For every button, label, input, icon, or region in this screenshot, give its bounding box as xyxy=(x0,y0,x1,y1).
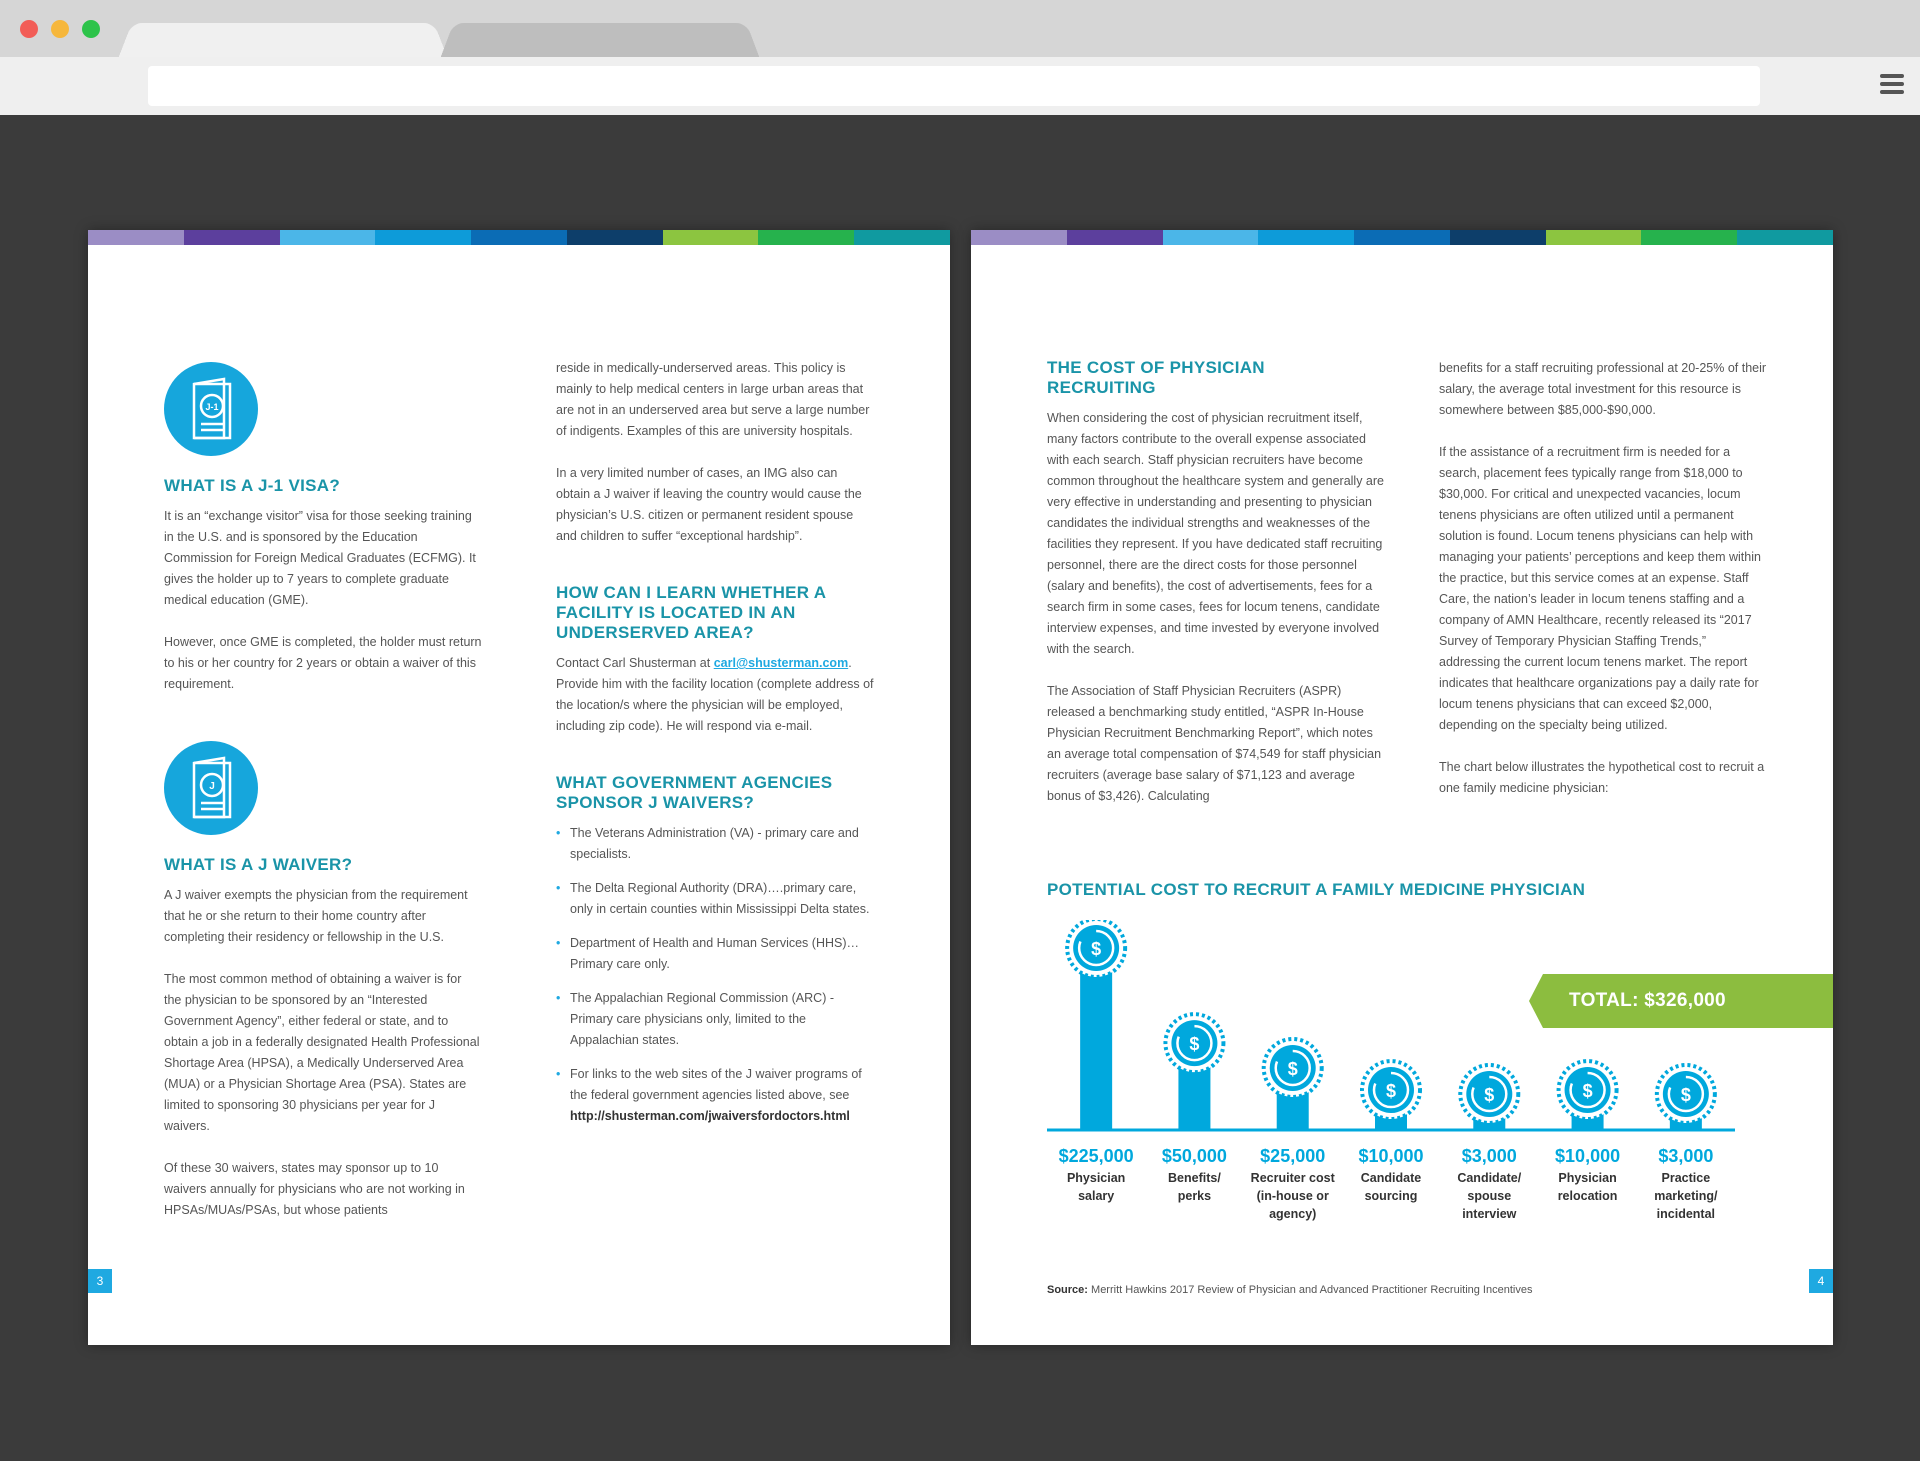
right-column-1 xyxy=(1047,358,1387,828)
j-waiver-heading: WHAT IS A J WAIVER? xyxy=(164,855,353,874)
stripe-segment xyxy=(758,230,854,245)
dollar-icon: $ xyxy=(1484,1085,1495,1105)
data-label: $10,000 xyxy=(1555,1146,1621,1166)
stripe-segment xyxy=(1641,230,1737,245)
category-label: spouse xyxy=(1467,1189,1512,1203)
data-label: $25,000 xyxy=(1260,1146,1326,1166)
category-label: Recruiter cost xyxy=(1250,1171,1335,1185)
browser-tab-active[interactable] xyxy=(118,23,448,59)
email-link[interactable]: carl@shusterman.com xyxy=(713,656,849,670)
list-item: • The Delta Regional Authority (DRA)….primary care, only in certain counties within Mississippi Delta states. xyxy=(556,878,874,920)
address-bar[interactable] xyxy=(148,66,1760,106)
stripe-segment xyxy=(88,230,184,245)
category-label: Practice xyxy=(1661,1171,1711,1185)
dollar-icon: $ xyxy=(1091,939,1102,959)
cost-heading: THE COST OF PHYSICIAN RECRUITING xyxy=(1047,358,1265,397)
contact-text: Contact Carl Shusterman at xyxy=(556,656,714,670)
left-column-2 xyxy=(556,358,874,1140)
dollar-icon: $ xyxy=(1680,1085,1691,1105)
stripe-segment xyxy=(471,230,567,245)
brochure-page-left xyxy=(88,230,950,1345)
j-waiver-icon xyxy=(164,741,258,835)
category-label: (in-house or xyxy=(1256,1189,1329,1203)
stripe-segment xyxy=(184,230,280,245)
stripe-segment xyxy=(1546,230,1642,245)
stripe-segment xyxy=(854,230,950,245)
category-label: relocation xyxy=(1557,1189,1618,1203)
dollar-icon: $ xyxy=(1385,1081,1397,1102)
data-label: $50,000 xyxy=(1161,1146,1227,1166)
category-label: Physician xyxy=(1558,1171,1617,1185)
data-label: $10,000 xyxy=(1358,1146,1424,1166)
category-label: Candidate xyxy=(1360,1171,1422,1185)
contact-paragraph xyxy=(556,653,874,737)
stripe-segment xyxy=(1354,230,1450,245)
column-paragraph: The chart below illustrates the hypothetical cost to recruit a one family medicine physician: xyxy=(1439,760,1765,795)
agencies-list xyxy=(556,823,874,1127)
category-label: Candidate/ xyxy=(1457,1171,1522,1185)
agencies-heading: WHAT GOVERNMENT AGENCIES SPONSOR J WAIVERS? xyxy=(556,773,833,812)
dollar-icon: $ xyxy=(1189,1034,1200,1055)
left-column-1 xyxy=(164,362,482,1242)
category-label: marketing/ xyxy=(1654,1189,1718,1203)
data-label: $225,000 xyxy=(1058,1146,1134,1166)
stripe-segment xyxy=(567,230,663,245)
stripe-segment xyxy=(1163,230,1259,245)
j1-paragraph: However, once GME is completed, the holder must return to his or her country for 2 years or obtain a waiver of this requirement. xyxy=(164,635,482,691)
minimize-window-button[interactable] xyxy=(51,20,69,38)
chart-title: POTENTIAL COST TO RECRUIT A FAMILY MEDICINE PHYSICIAN xyxy=(1047,880,1586,899)
column-paragraph: benefits for a staff recruiting professional at 20-25% of their salary, the average total investment for this resource is somewhere between $85,000-$90,000. xyxy=(1439,361,1767,417)
column-paragraph: reside in medically-underserved areas. This policy is mainly to help medical centers in large urban areas that are not in an underserved area but serve a large number of indigents. Examples of this are university hospitals. xyxy=(556,361,870,438)
list-item: • The Appalachian Regional Commission (ARC) - Primary care physicians only, limited to the Appalachian states. xyxy=(556,988,874,1051)
underserved-heading: HOW CAN I LEARN WHETHER A FACILITY IS LOCATED IN AN UNDERSERVED AREA? xyxy=(556,583,826,642)
stripe-segment xyxy=(971,230,1067,245)
category-label: interview xyxy=(1462,1207,1517,1221)
j-icon-label: J xyxy=(209,781,215,792)
category-label: perks xyxy=(1177,1189,1212,1203)
j1-heading: WHAT IS A J-1 VISA? xyxy=(164,476,341,495)
total-banner: TOTAL: $326,000 xyxy=(1529,974,1833,1028)
stripe-segment xyxy=(375,230,471,245)
stripe-segment xyxy=(280,230,376,245)
category-label: Benefits/ xyxy=(1168,1171,1221,1185)
list-item xyxy=(556,1064,874,1127)
stripe-segment xyxy=(663,230,759,245)
category-label: agency) xyxy=(1269,1207,1317,1221)
j-waiver-paragraph: A J waiver exempts the physician from the requirement that he or she return to their home country after completing their residency or fellowship in the U.S. xyxy=(164,888,468,944)
category-label: salary xyxy=(1078,1189,1115,1203)
column-paragraph: The Association of Staff Physician Recruiters (ASPR) released a benchmarking study entitled, “ASPR In-House Physician Recruitment Benchmarking Report”, which notes an average total compensation of $74,549 for staff physician recruiters (average base salary of $71,123 and average bonus of $3,426). Calculating xyxy=(1047,684,1382,803)
dollar-icon: $ xyxy=(1582,1081,1593,1102)
stripe-segment xyxy=(1067,230,1163,245)
browser-tab-inactive[interactable] xyxy=(440,23,760,59)
maximize-window-button[interactable] xyxy=(82,20,100,38)
category-label: sourcing xyxy=(1364,1189,1418,1203)
data-label: $3,000 xyxy=(1658,1146,1714,1166)
contact-text-after: . Provide him with the facility location (complete address of the location/s where the physician will be employed, including zip code). He will respond via e-mail. xyxy=(556,656,874,733)
stripe-segment xyxy=(1737,230,1833,245)
close-window-button[interactable] xyxy=(20,20,38,38)
source-label: Source: xyxy=(1047,1284,1088,1296)
list-item-text: For links to the web sites of the J waiver programs of the federal government agencies listed above, see xyxy=(570,1067,862,1102)
list-item: • Department of Health and Human Services (HHS)… Primary care only. xyxy=(556,933,874,975)
j1-icon-label: J-1 xyxy=(205,402,219,412)
source-text: Merritt Hawkins 2017 Review of Physician and Advanced Practitioner Recruiting Incentives xyxy=(1087,1284,1533,1296)
list-item: • The Veterans Administration (VA) - primary care and specialists. xyxy=(556,823,874,865)
color-stripe xyxy=(88,230,950,245)
hamburger-menu-icon[interactable] xyxy=(1880,74,1904,96)
source-note xyxy=(1047,1284,1532,1296)
jwaiver-url-link[interactable]: http://shusterman.com/jwaiversfordoctors.html xyxy=(570,1109,850,1123)
category-label: Physician xyxy=(1066,1171,1126,1185)
stripe-segment xyxy=(1258,230,1354,245)
color-stripe xyxy=(971,230,1833,245)
dollar-icon: $ xyxy=(1287,1059,1298,1079)
column-paragraph: If the assistance of a recruitment firm is needed for a search, placement fees typically range from $18,000 to $30,000. For critical and unexpected vacancies, locum tenens physicians are often utilized until a permanent solution is found. Locum tenens physicians can help with managing your patients’ perceptions and keep them within the practice, but this service comes at an expense. Staff Care, the nation’s leader in locum tenens staffing and a company of AMN Healthcare, recently released its “2017 Survey of Temporary Physician Staffing Trends,” addressing the current locum tenens market. The report indicates that healthcare organizations pay a daily rate for locum tenens physicians that can exceed $2,000, depending on the specialty being utilized. xyxy=(1439,445,1761,732)
stripe-segment xyxy=(1450,230,1546,245)
j-waiver-paragraph: The most common method of obtaining a waiver is for the physician to be sponsored by an “Interested Government Agency”, either federal or state, and to obtain a job in a federally designated Health Professional Shortage Area (HPSA), a Medically Underserved Area (MUA) or a Physician Shortage Area (PSA). States are limited to sponsoring 30 physicians per year for J waivers. xyxy=(164,972,480,1133)
j-waiver-paragraph: Of these 30 waivers, states may sponsor up to 10 waivers annually for physicians who are not working in HPSAs/MUAs/PSAs, but whose patients xyxy=(164,1161,465,1217)
category-label: incidental xyxy=(1656,1207,1716,1221)
j1-paragraph: It is an “exchange visitor” visa for those seeking training in the U.S. and is sponsored by the Education Commission for Foreign Medical Graduates (ECFMG). It gives the holder up to 7 years to complete graduate medical education (GME). xyxy=(164,509,476,607)
column-paragraph: When considering the cost of physician recruitment itself, many factors contribute to the overall expense associated with each search. Staff physician recruiters have become common throughout the healthcare system and generally are very effective in understanding and presenting to physician candidates the individual strengths and weaknesses of the facilities they represent. If you have dedicated staff recruiting personnel, there are the direct costs for those personnel (salary and benefits), the cost of advertisements, fees for a search firm in some cases, fees for locum tenens, candidate interview expenses, and time invested by everyone involved with the search. xyxy=(1047,411,1384,656)
brochure-page-right xyxy=(971,230,1833,1345)
column-paragraph: In a very limited number of cases, an IMG also can obtain a J waiver if leaving the country would cause the physician’s U.S. citizen or permanent resident spouse and children to suffer “exceptional hardship”. xyxy=(556,466,862,543)
cost-bar-chart xyxy=(1031,920,1751,1250)
j1-visa-icon xyxy=(164,362,258,456)
data-label: $3,000 xyxy=(1461,1146,1517,1166)
right-column-2 xyxy=(1439,358,1769,820)
page-number: 3 xyxy=(88,1269,112,1293)
page-number: 4 xyxy=(1809,1269,1833,1293)
